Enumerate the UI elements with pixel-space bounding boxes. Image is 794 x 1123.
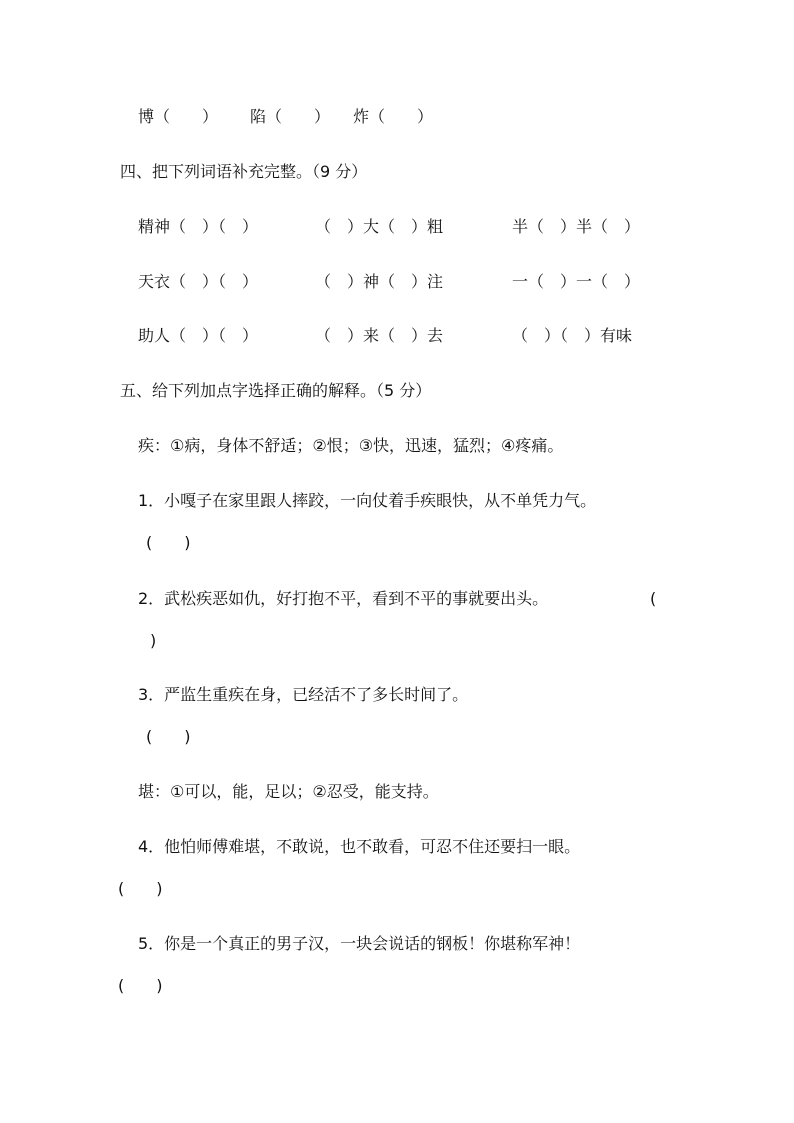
blank-bo: 博（ ） xyxy=(138,107,219,126)
definition-kan: 堪：①可以，能，足以；②忍受，能支持。 xyxy=(138,782,439,801)
idiom-1-3: 半（ ）半（ ） xyxy=(512,217,641,236)
idiom-2-1: 天衣（ ）（ ） xyxy=(138,272,259,291)
question-2-blank-close: ) xyxy=(150,631,157,650)
idiom-3-1: 助人（ ）（ ） xyxy=(138,326,259,345)
question-4-blank: ( ) xyxy=(118,879,163,898)
idiom-3-2: （ ）来（ ）去 xyxy=(315,326,444,345)
idiom-1-1: 精神（ ）（ ） xyxy=(138,217,259,236)
question-2-blank-open: ( xyxy=(650,589,657,608)
question-1-blank: ( ) xyxy=(146,533,191,552)
idiom-2-3: 一（ ）一（ ） xyxy=(512,272,641,291)
question-2: 2．武松疾恶如仇，好打抱不平，看到不平的事就要出头。 xyxy=(138,589,549,608)
blank-xian: 陷（ ） xyxy=(250,107,331,126)
blank-zha: 炸（ ） xyxy=(353,107,434,126)
section5-title: 五、给下列加点字选择正确的解释。（5 分） xyxy=(120,381,432,400)
question-5-blank: ( ) xyxy=(118,976,163,995)
idiom-3-3: （ ）（ ）有味 xyxy=(512,326,633,345)
question-3: 3．严监生重疾在身，已经活不了多长时间了。 xyxy=(138,685,469,704)
question-3-blank: ( ) xyxy=(146,727,191,746)
question-5: 5．你是一个真正的男子汉，一块会说话的钢板！你堪称军神！ xyxy=(138,934,581,953)
question-1: 1．小嘎子在家里跟人摔跤，一向仗着手疾眼快，从不单凭力气。 xyxy=(138,491,597,510)
section4-title: 四、把下列词语补充完整。（9 分） xyxy=(120,162,368,181)
idiom-2-2: （ ）神（ ）注 xyxy=(315,272,444,291)
idiom-1-2: （ ）大（ ）粗 xyxy=(315,217,444,236)
question-4: 4．他怕师傅难堪，不敢说，也不敢看，可忍不住还要扫一眼。 xyxy=(138,837,581,856)
definition-ji: 疾：①病，身体不舒适；②恨；③快，迅速，猛烈；④疼痛。 xyxy=(138,436,564,455)
